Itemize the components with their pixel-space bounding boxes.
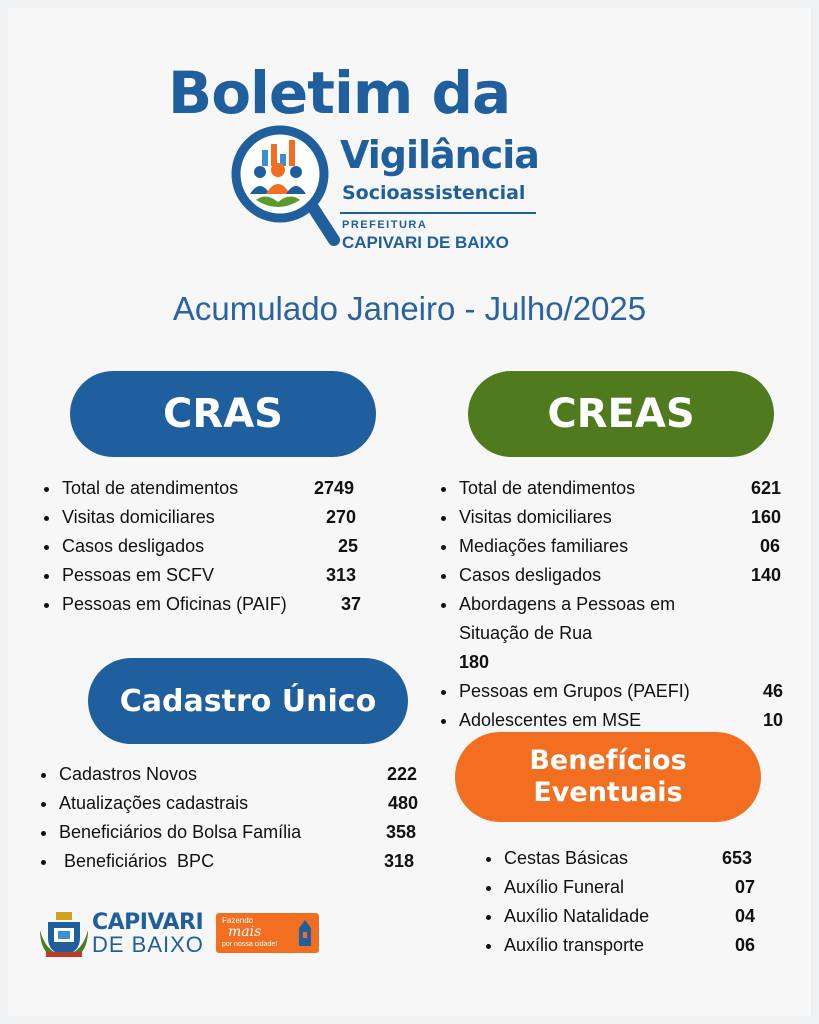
item-value: 653 [722, 848, 753, 868]
bullet-icon [441, 574, 446, 579]
bullet-icon [41, 860, 46, 865]
logo-city: CAPIVARI DE BAIXO [342, 233, 509, 252]
item-label: Adolescentes em MSE [459, 710, 642, 730]
period-subtitle: Acumulado Janeiro - Julho/2025 [172, 290, 647, 327]
item-label: Visitas domiciliares [62, 507, 215, 527]
item-label: Cestas Básicas [504, 848, 629, 868]
bullet-icon [441, 719, 446, 724]
page-title: Boletim da [168, 59, 511, 127]
footer-city-line1: CAPIVARI [92, 910, 204, 935]
item-value: 46 [763, 681, 784, 701]
item-label: Beneficiários do Bolsa Família [59, 822, 302, 842]
item-value: 358 [386, 822, 417, 842]
list-item [44, 590, 374, 619]
bullet-icon [441, 487, 446, 492]
logo-subtitle: Socioassistencial [342, 182, 526, 204]
beneficios-heading-line2: Eventuais [533, 777, 683, 808]
cadastro-heading-label: Cadastro Único [119, 683, 377, 719]
item-value: 480 [388, 793, 419, 813]
bullet-icon [44, 574, 49, 579]
list-item [441, 561, 791, 590]
beneficios-heading [455, 732, 761, 822]
list-item [441, 677, 791, 706]
item-value: 37 [341, 594, 362, 614]
bullet-icon [486, 944, 491, 949]
list-item [41, 847, 431, 876]
bullet-icon [441, 690, 446, 695]
item-value: 140 [751, 565, 782, 585]
list-item-continuation [441, 648, 791, 677]
vigilancia-logo [230, 122, 540, 262]
cras-list [44, 474, 374, 619]
bullet-icon [41, 773, 46, 778]
cras-heading [70, 371, 376, 457]
item-value: 222 [387, 764, 418, 784]
city-coat-of-arms-icon [40, 912, 88, 958]
footer-city-logo [40, 908, 330, 964]
item-label: Pessoas em Grupos (PAEFI) [459, 681, 690, 701]
bullet-icon [44, 487, 49, 492]
logo-divider [340, 212, 536, 214]
list-item [486, 873, 776, 902]
creas-list [441, 474, 791, 735]
beneficios-list [486, 844, 776, 960]
item-value: 25 [338, 536, 359, 556]
item-label: Auxílio Funeral [504, 877, 625, 897]
slogan-line1: Fazendo [222, 916, 254, 925]
item-label: Situação de Rua [459, 623, 593, 643]
item-value: 04 [735, 906, 756, 926]
magnifier-people-logo-icon [230, 122, 340, 252]
bullet-icon [486, 915, 491, 920]
cadastro-list [41, 760, 431, 876]
item-value: 621 [751, 478, 782, 498]
item-label: Casos desligados [459, 565, 602, 585]
bullet-icon [441, 516, 446, 521]
item-label: Total de atendimentos [459, 478, 636, 498]
item-label: Cadastros Novos [59, 764, 198, 784]
item-label: Pessoas em Oficinas (PAIF) [62, 594, 287, 614]
list-item [41, 789, 431, 818]
list-item [41, 760, 431, 789]
list-item-continuation [441, 619, 791, 648]
logo-title: Vigilância [340, 133, 539, 177]
list-item [441, 706, 791, 735]
creas-heading-label: CREAS [547, 391, 695, 437]
bullet-icon [41, 831, 46, 836]
item-label: Visitas domiciliares [459, 507, 612, 527]
creas-heading [468, 371, 774, 457]
footer-slogan [216, 913, 319, 953]
list-item [486, 902, 776, 931]
item-label: Total de atendimentos [62, 478, 239, 498]
item-label: Pessoas em SCFV [62, 565, 215, 585]
list-item [44, 561, 374, 590]
bullet-icon [441, 603, 446, 608]
item-value: 06 [735, 935, 756, 955]
item-value: 318 [384, 851, 415, 871]
list-item [486, 844, 776, 873]
cras-heading-label: CRAS [163, 391, 283, 437]
list-item [41, 818, 431, 847]
list-item [44, 474, 374, 503]
item-value: 160 [751, 507, 782, 527]
list-item [441, 474, 791, 503]
list-item [44, 532, 374, 561]
item-label: Abordagens a Pessoas em [459, 594, 676, 614]
bullet-icon [441, 545, 446, 550]
item-label: Casos desligados [62, 536, 205, 556]
list-item [486, 931, 776, 960]
item-label: Atualizações cadastrais [59, 793, 249, 813]
item-label: Mediações familiares [459, 536, 629, 556]
item-value: 10 [763, 710, 784, 730]
cadastro-heading [88, 658, 408, 744]
bullet-icon [486, 886, 491, 891]
item-value: 06 [760, 536, 781, 556]
bullet-icon [41, 802, 46, 807]
item-value: 313 [326, 565, 357, 585]
item-value: 2749 [314, 478, 355, 498]
bullet-icon [44, 516, 49, 521]
list-item [441, 503, 791, 532]
item-value: 07 [735, 877, 756, 897]
bullet-icon [44, 603, 49, 608]
item-label: Auxílio Natalidade [504, 906, 650, 926]
list-item [441, 590, 791, 619]
bullet-icon [486, 857, 491, 862]
slogan-line3: por nossa cidade! [222, 941, 278, 948]
bullet-icon [44, 545, 49, 550]
slogan-line2: mais [228, 924, 262, 940]
bell-tower-icon [297, 920, 313, 946]
item-label: Auxílio transporte [504, 935, 645, 955]
item-value: 270 [326, 507, 357, 527]
logo-prefeitura: PREFEITURA [342, 219, 428, 231]
item-value: 180 [459, 652, 490, 672]
footer-city-line2: DE BAIXO [92, 932, 204, 957]
list-item [441, 532, 791, 561]
item-label: Beneficiários BPC [59, 851, 215, 871]
beneficios-heading-line1: Benefícios [529, 745, 687, 776]
list-item [44, 503, 374, 532]
